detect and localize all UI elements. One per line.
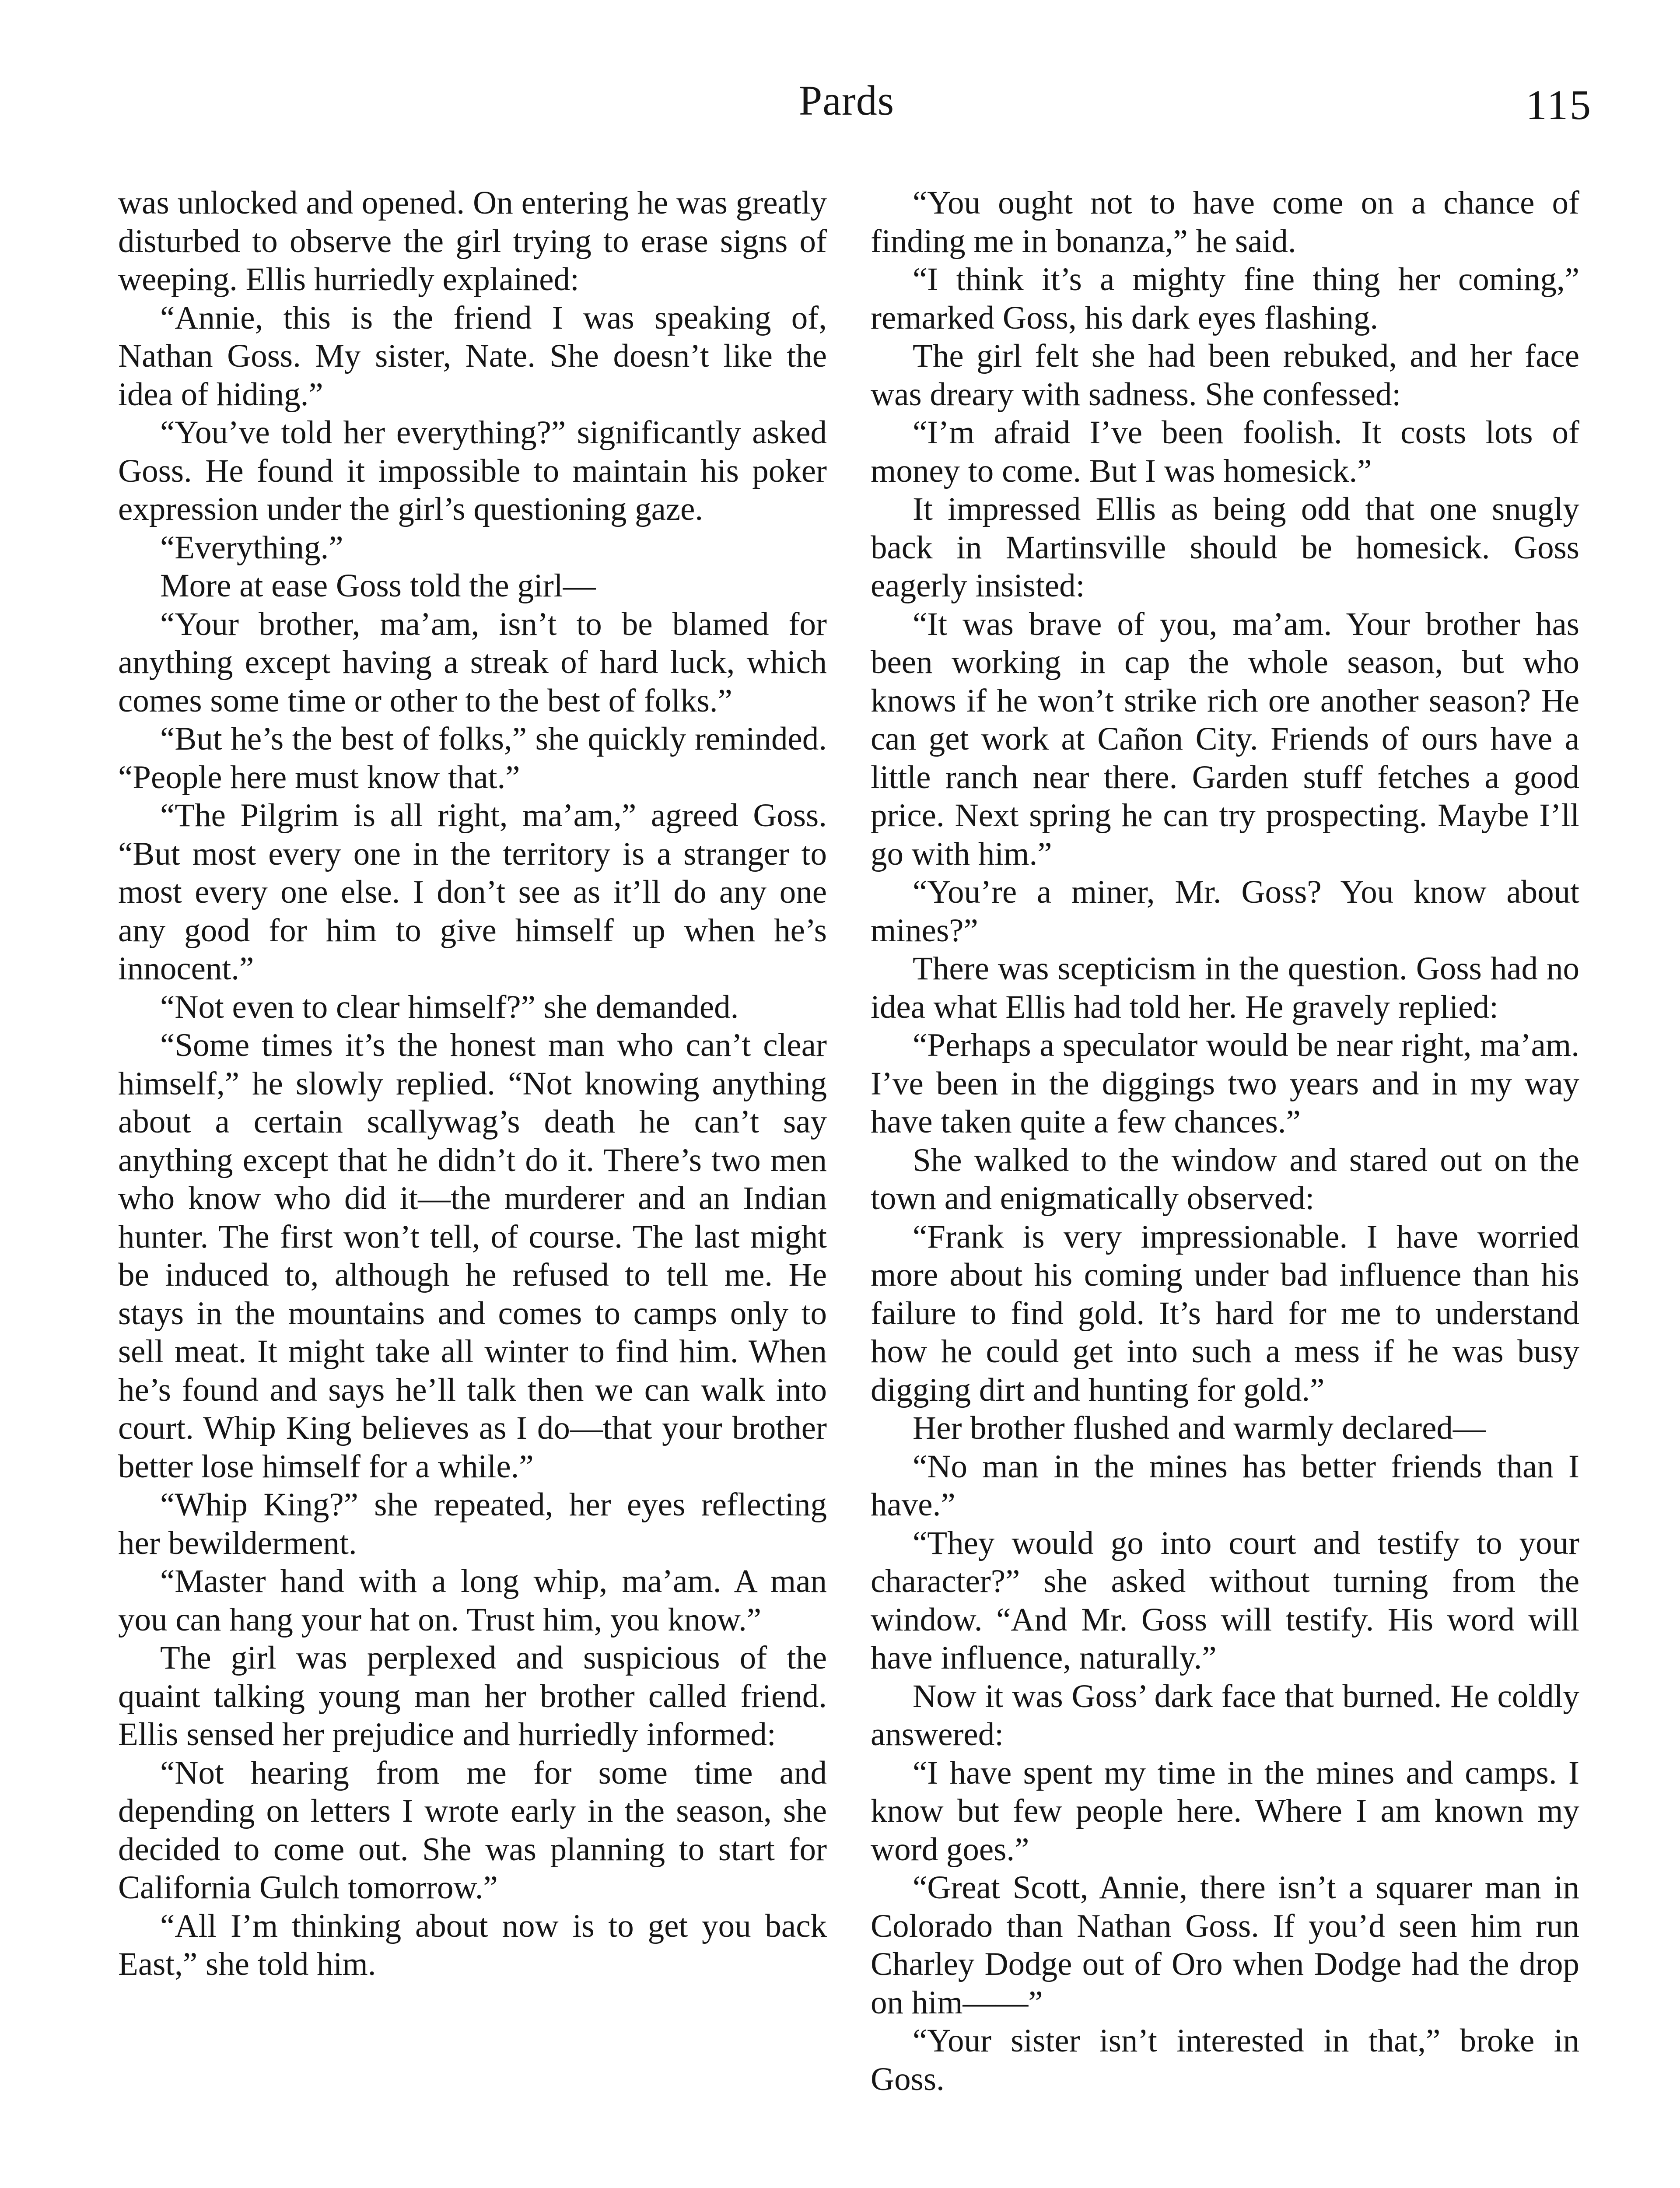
- paragraph: “All I’m thinking about now is to get you back East,” she told him.: [118, 1907, 827, 1982]
- paragraph: She walked to the window and stared out on the town and enigmatically observed:: [871, 1142, 1579, 1217]
- paragraph: “Everything.”: [160, 529, 343, 566]
- paragraph: “Your brother, ma’am, isn’t to be blamed for anything except having a streak of hard luck, which comes some time or other to the best of folks.”: [118, 606, 827, 719]
- paragraph: “They would go into court and testify to your character?” she asked without turning from the window. “And Mr. Goss will testify. His word will have influence, naturally.”: [871, 1525, 1579, 1676]
- paragraph: “You’ve told her everything?” significantly asked Goss. He found it impossible to maintain his poker expression under the girl’s questioning gaze.: [118, 414, 827, 527]
- paragraph: The girl felt she had been rebuked, and her face was dreary with sadness. She confessed:: [871, 338, 1579, 413]
- paragraph: “Annie, this is the friend I was speaking of, Nathan Goss. My sister, Nate. She doesn’t like the idea of hiding.”: [118, 299, 827, 413]
- paragraph: More at ease Goss told the girl—: [160, 568, 596, 604]
- page-title: Pards: [798, 77, 895, 124]
- paragraph: “It was brave of you, ma’am. Your brother has been working in cap the whole season, but who knows if he won’t strike rich ore another season? He can get work at Cañon City. Friends of ours have a little ranch near there. Garden stuff fetches a good price. Next spring he can try prospecting. Maybe I’ll go with him.”: [871, 606, 1579, 872]
- paragraph: “I think it’s a mighty fine thing her coming,” remarked Goss, his dark eyes flashing.: [871, 261, 1579, 336]
- paragraph: Now it was Goss’ dark face that burned. He coldly answered:: [871, 1678, 1579, 1753]
- paragraph: “Not hearing from me for some time and depending on letters I wrote early in the season, she decided to come out. She was planning to start for California Gulch tomorrow.”: [118, 1754, 827, 1906]
- paragraph: There was scepticism in the question. Goss had no idea what Ellis had told her. He gravely replied:: [871, 950, 1579, 1025]
- paragraph: “Some times it’s the honest man who can’t clear himself,” he slowly replied. “Not knowing anything about a certain scallywag’s death he can’t say anything except that he didn’t do it. There’s two men who know who did it—the murderer and an Indian hunter. The first won’t tell, of course. The last might be induced to, although he refused to tell me. He stays in the mountains and comes to camps only to sell meat. It might take all winter to find him. When he’s found and says he’ll talk then we can walk into court. Whip King believes as I do—that your brother better lose himself for a while.”: [118, 1027, 827, 1485]
- paragraph: “Whip King?” she repeated, her eyes reflecting her bewilderment.: [118, 1487, 827, 1561]
- paragraph: “Great Scott, Annie, there isn’t a squarer man in Colorado than Nathan Goss. If you’d seen him run Charley Dodge out of Oro when Dodge had the drop on him——”: [871, 1869, 1579, 2021]
- paragraph: was unlocked and opened. On entering he was greatly disturbed to observe the girl trying to erase signs of weeping. Ellis hurriedly explained:: [118, 185, 827, 298]
- paragraph: The girl was perplexed and suspicious of the quaint talking young man her brother called friend. Ellis sensed her prejudice and hurriedly informed:: [118, 1640, 827, 1753]
- page-header: [118, 74, 1592, 149]
- paragraph: “Not even to clear himself?” she demanded.: [160, 989, 739, 1025]
- paragraph: “I have spent my time in the mines and camps. I know but few people here. Where I am known my word goes.”: [871, 1754, 1579, 1868]
- paragraph: “No man in the mines has better friends than I have.”: [871, 1448, 1579, 1523]
- page-number: 115: [1526, 81, 1592, 128]
- paragraph: Her brother flushed and warmly declared—: [913, 1410, 1486, 1446]
- left-column: [118, 184, 827, 1984]
- right-column: [871, 184, 1579, 2098]
- paragraph: “The Pilgrim is all right, ma’am,” agreed Goss. “But most every one in the territory is a stranger to most every one else. I don’t see as it’ll do any one any good for him to give himself up when he’s innocent.”: [118, 797, 827, 987]
- paragraph: “I’m afraid I’ve been foolish. It costs lots of money to come. But I was homesick.”: [871, 414, 1579, 489]
- paragraph: “Frank is very impressionable. I have worried more about his coming under bad influence than his failure to find gold. It’s hard for me to understand how he could get into such a mess if he was busy digging dirt and hunting for gold.”: [871, 1218, 1579, 1408]
- paragraph: It impressed Ellis as being odd that one snugly back in Martinsville should be homesick. Goss eagerly insisted:: [871, 491, 1579, 604]
- paragraph: “Your sister isn’t interested in that,” broke in Goss.: [871, 2023, 1579, 2097]
- paragraph: “Master hand with a long whip, ma’am. A man you can hang your hat on. Trust him, you know.”: [118, 1563, 827, 1638]
- paragraph: “Perhaps a speculator would be near right, ma’am. I’ve been in the diggings two years and in my way have taken quite a few chances.”: [871, 1027, 1579, 1140]
- paragraph: “You ought not to have come on a chance of finding me in bonanza,” he said.: [871, 185, 1579, 259]
- paragraph: “You’re a miner, Mr. Goss? You know about mines?”: [871, 874, 1579, 949]
- paragraph: “But he’s the best of folks,” she quickly reminded. “People here must know that.”: [118, 721, 827, 796]
